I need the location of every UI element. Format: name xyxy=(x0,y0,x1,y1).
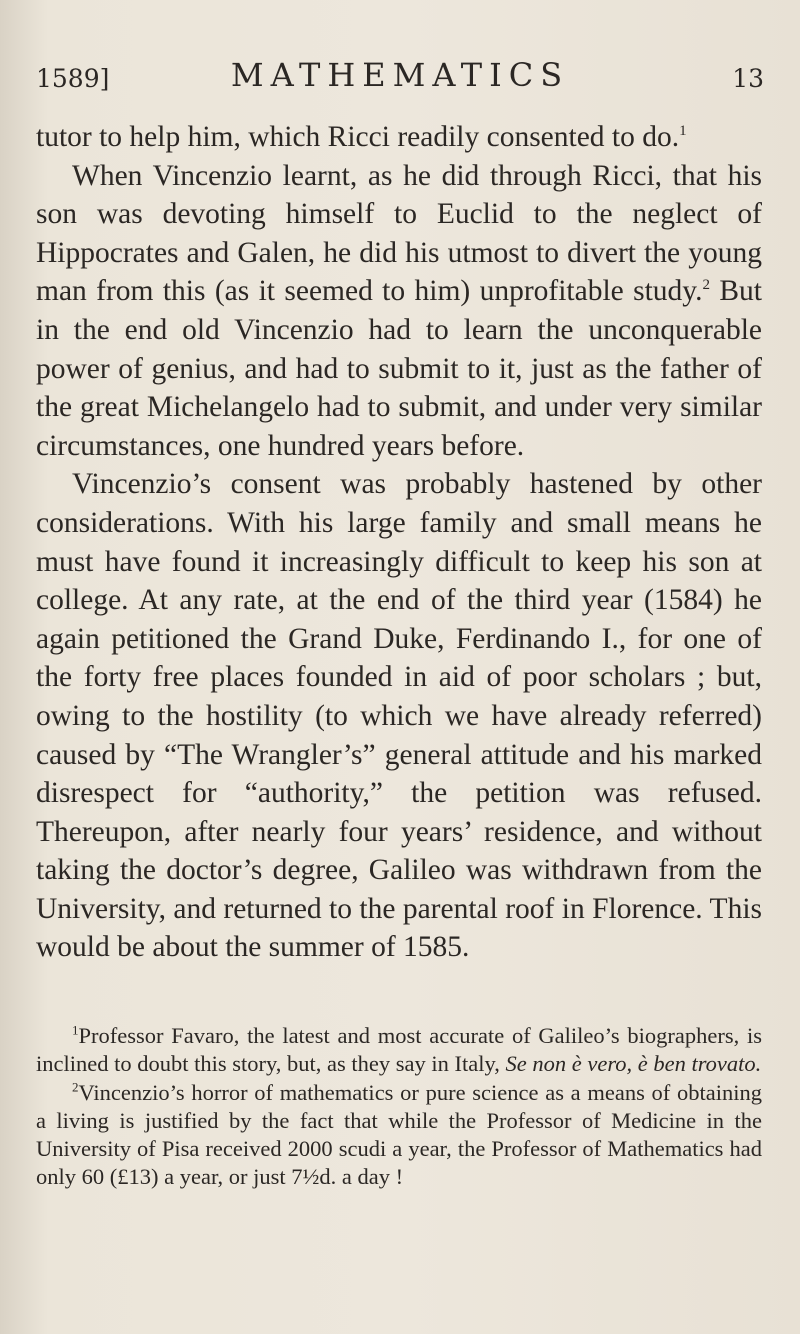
footnotes xyxy=(36,1022,762,1192)
paragraph-3: Vincenzio’s consent was probably hastened by other considerations. With his large family and small means he must have found it increasingly difficult to keep his son at college. At any rate, at the end of the third year (1584) he again petitioned the Grand Duke, Ferdinando I., for one of the forty free places founded in aid of poor scholars ; but, owing to the hostility (to which we have already referred) caused by “The Wrangler’s” general attitude and his marked disrespect for “authority,” the petition was refused. Thereupon, after nearly four years’ residence, and without taking the doctor’s degree, Galileo was withdrawn from the University, and returned to the parental roof in Florence. This would be about the summer of 1585. xyxy=(36,468,762,964)
footnote-1: $^1$Professor Favaro, the latest and most accurate of Galileo’s biographers, is inclined to doubt this story, but, as they say in Italy, Se non è vero, è ben trovato. xyxy=(36,1022,762,1077)
running-header xyxy=(36,44,764,104)
footnote-ref-1: 1 xyxy=(679,123,687,140)
paragraph-1: tutor to help him, which Ricci readily consented to do.$^1$ xyxy=(36,121,687,153)
header-title: MATHEMATICS xyxy=(230,56,570,94)
footnote-ref-2: 2 xyxy=(702,277,710,294)
footnote-2: $^2$Vincenzio’s horror of mathematics or pure science as a means of obtaining a living is justified by the fact that while the Professor of Medicine in the University of Pisa received 2000 scudi a year, the Professor of Mathematics had only 60 (£13) a year, or just 7½d. a day ! xyxy=(36,1079,762,1190)
body-text xyxy=(36,118,762,967)
paragraph-2: When Vincenzio learnt, as he did through Ricci, that his son was devoting himself to Euclid to the neglect of Hippocrates and Galen, he did his utmost to divert the young man from this (as it seemed to him) unprofitable study.$^2$ But in the end old Vincenzio had to learn the unconquerable power of genius, and had to submit to it, just as the father of the great Michelangelo had to submit, and under very similar circumstances, one hundred years before. xyxy=(36,159,762,462)
page-number: 13 xyxy=(732,64,764,93)
header-year: 1589] xyxy=(36,64,110,93)
